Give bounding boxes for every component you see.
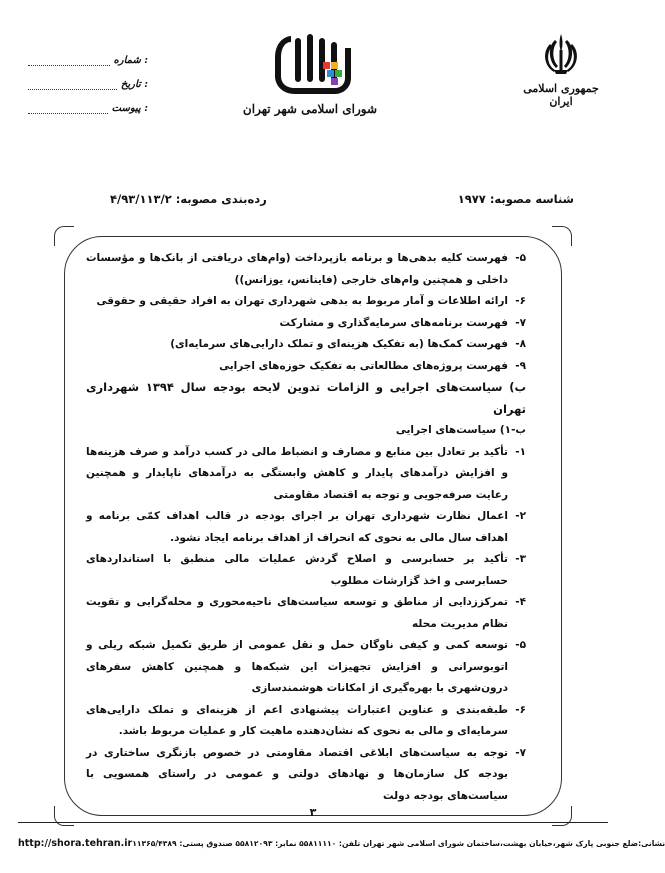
frame-corner-bottom-right	[552, 806, 572, 826]
emblem-caption: جمهوری اسلامی ایران	[523, 82, 599, 108]
attachment-dotted-line	[28, 102, 108, 114]
footer-address: نشانی:ضلع جنوبی پارک شهر،خیابان بهشت،ساختمان شورای اسلامی شهر تهران تلفن: ۵۵۸۱۱۱۱۰ نمابر: ۵۵۸۱۲۰۹۳ صندوق پستی: ۱۱۳۶۵/۴۳۸۹	[132, 839, 665, 848]
policy-item-number: ۴-	[515, 596, 526, 608]
section-b-title: ب) سیاست‌های اجرایی و الزامات تدوین لایحه بودجه سال ۱۳۹۴ شهرداری تهران	[86, 380, 527, 416]
policy-item-text: تمرکززدایی از مناطق و توسعه سیاست‌های ناحیه‌محوری و محله‌گرایی و تقویت نظام مدیریت محله	[86, 596, 508, 630]
decree-classification: رده‌بندی مصوبه: ۴/۹۳/۱۱۳/۲	[110, 192, 267, 206]
list-item-text: ارائه اطلاعات و آمار مربوط به بدهی شهرداری تهران به افراد حقیقی و حقوقی	[96, 295, 508, 307]
iran-emblem-icon	[538, 30, 584, 76]
decree-info	[110, 192, 574, 206]
list-item-number: ۵-	[515, 252, 526, 264]
number-field	[28, 42, 148, 66]
policy-item-number: ۵-	[515, 639, 526, 651]
attachment-field	[28, 90, 148, 114]
policy-item-text: تأکید بر حسابرسی و اصلاح گردش عملیات مالی منطبق با استانداردهای حسابرسی و اخذ گزارشات مطلوب	[86, 553, 508, 587]
policy-item-text: توجه به سیاست‌های ابلاغی اقتصاد مقاومتی در خصوص بازنگری ساختاری در بودجه کل سازمان‌ها و نهادهای دولتی و عمومی در راستای همسویی با سیاست‌های بودجه دولت	[86, 746, 508, 802]
page-number: ۳	[309, 806, 317, 819]
date-label: : تاریخ	[120, 79, 148, 90]
policy-item-text: اعمال نظارت شهرداری تهران بر اجرای بودجه در قالب اهداف کمّی برنامه و اهداف سال مالی به نحوی که انحراف از اهداف برنامه ایجاد نشود.	[86, 510, 508, 544]
policy-item	[86, 592, 526, 635]
policy-item-text: تأکید بر تعادل بین منابع و مصارف و انضباط مالی در کسب درآمد و صرف هزینه‌ها و افزایش درآمدهای پایدار و کاهش وابستگی به درآمدهای ناپایدار و همچنین رعایت صرفه‌جویی و توجه به اقتصاد مقاومتی	[86, 445, 508, 501]
policy-item-number: ۷-	[515, 746, 526, 759]
list-item-text: فهرست پروژه‌های مطالعاتی به تفکیک حوزه‌های اجرایی	[219, 359, 508, 372]
list-item-number: ۶-	[515, 295, 526, 307]
list-item	[86, 291, 526, 313]
letter-meta-fields	[28, 42, 148, 114]
list-item	[86, 248, 526, 291]
attachment-label: : پیوست	[111, 103, 148, 114]
list-item-number: ۷-	[515, 316, 526, 329]
number-dotted-line	[28, 54, 110, 66]
decree-id: شناسه مصوبه: ۱۹۷۷	[457, 192, 574, 206]
list-item-text: فهرست برنامه‌های سرمایه‌گذاری و مشارکت	[279, 316, 508, 329]
date-dotted-line	[28, 78, 117, 90]
emblem-block	[516, 30, 606, 108]
policy-item	[86, 743, 526, 808]
list-item	[86, 356, 526, 378]
date-field	[28, 66, 148, 90]
policy-item	[86, 700, 526, 743]
policy-item	[86, 635, 526, 700]
website-link[interactable]: http://shora.tehran.ir	[18, 838, 133, 849]
policy-item	[86, 506, 526, 549]
list-item-number: ۸-	[515, 338, 526, 350]
footer-divider	[18, 822, 608, 823]
council-logo-block	[240, 28, 380, 116]
number-label: : شماره	[113, 55, 148, 66]
list-item	[86, 313, 526, 335]
policy-item-text: توسعه کمی و کیفی ناوگان حمل و نقل عمومی از طریق تکمیل شبکه ریلی و اتوبوسرانی و افزایش تجهیزات این شبکه‌ها و همچنین کاهش سفرهای درون‌شهری با بهره‌گیری از امکانات هوشمندسازی	[86, 639, 508, 694]
policy-item-number: ۱-	[515, 445, 526, 458]
policy-item	[86, 549, 526, 592]
section-b1-subtitle: ب-۱) سیاست‌های اجرایی	[395, 424, 526, 436]
policy-item-number: ۲-	[515, 510, 526, 522]
document-body	[86, 248, 526, 807]
policy-item-text: طبقه‌بندی و عناوین اعتبارات پیشنهادی اعم از هزینه‌ای و تملک دارایی‌های سرمایه‌ای و مالی به نحوی که نشان‌دهنده ماهیت کار و عملیات مربوط باشد.	[86, 703, 508, 737]
policy-item-number: ۶-	[515, 703, 526, 716]
footer	[18, 838, 665, 849]
list-item-text: فهرست کمک‌ها (به تفکیک هزینه‌ای و تملک دارایی‌های سرمایه‌ای)	[170, 338, 508, 350]
council-logo-caption: شورای اسلامی شهر تهران	[242, 102, 378, 116]
policy-item	[86, 442, 526, 507]
list-item-number: ۹-	[515, 359, 526, 372]
list-item-text: فهرست کلیه بدهی‌ها و برنامه بازپرداخت (وام‌های دریافتی از بانک‌ها و مؤسسات داخلی و همچنین وام‌های خارجی (فاینانس، یوزانس))	[86, 252, 508, 286]
council-logo-icon	[265, 28, 355, 100]
frame-corner-bottom-left	[54, 806, 74, 826]
frame-corner-top-left	[54, 226, 74, 246]
list-item	[86, 334, 526, 356]
policy-item-number: ۳-	[515, 553, 526, 565]
frame-corner-top-right	[552, 226, 572, 246]
